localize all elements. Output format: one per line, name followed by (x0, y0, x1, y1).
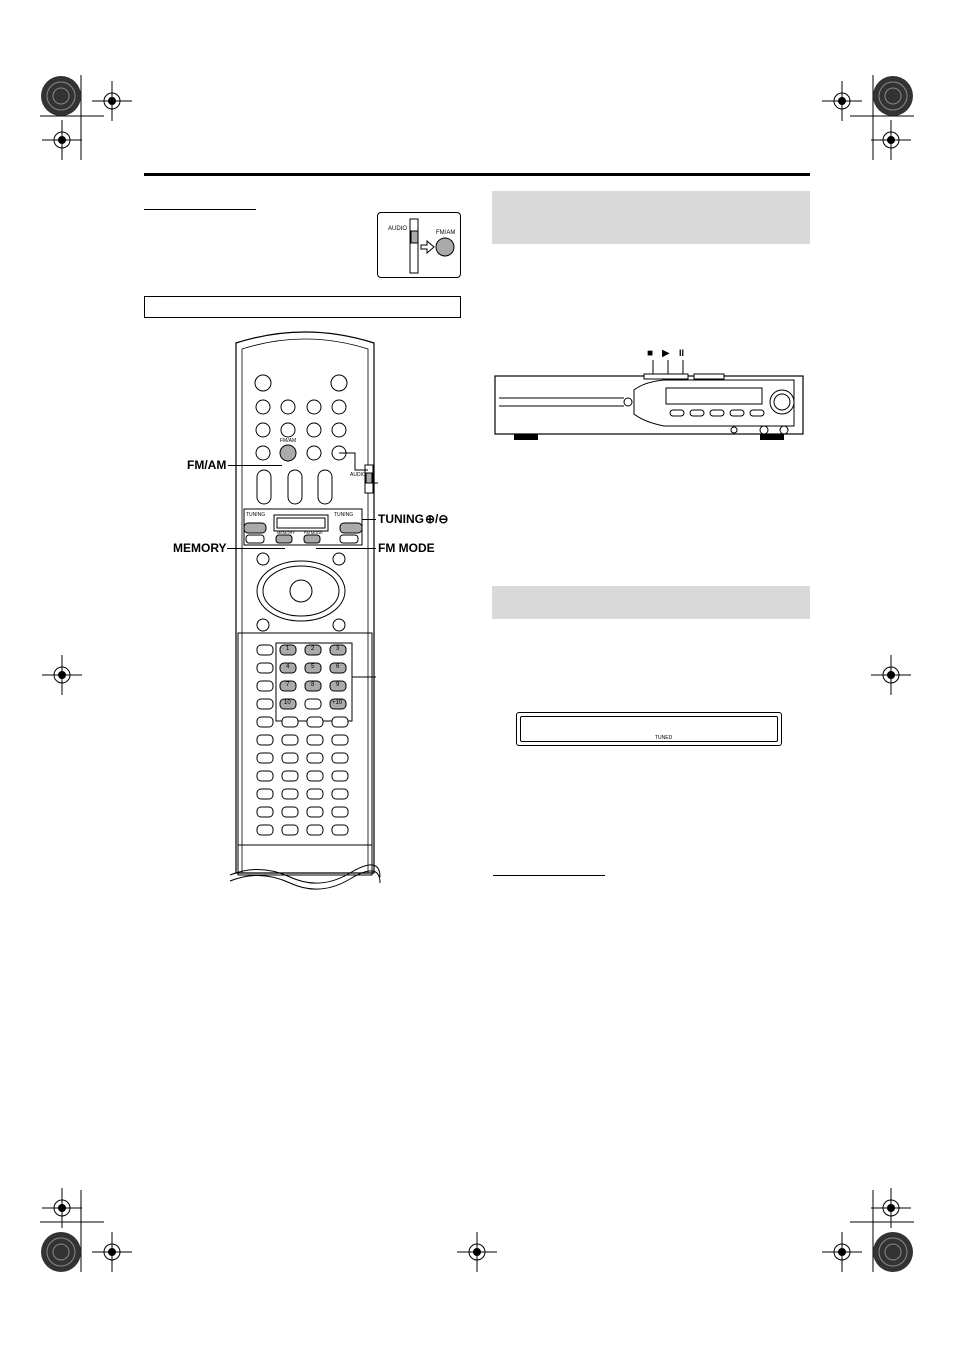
num-key-plus10: +10 (332, 700, 343, 706)
label-fm-mode: FM MODE (378, 541, 435, 555)
left-header-box (144, 296, 461, 318)
inset-audio-label: AUDIO (388, 226, 408, 232)
label-tuning-symbols: ⊕/⊖ (425, 512, 449, 526)
num-key-2: 2 (311, 646, 315, 652)
remote-memory-text: MEMORY (277, 530, 295, 535)
inset-fmam-label: FM/AM (436, 230, 456, 236)
num-key-3: 3 (336, 646, 340, 652)
leader-memory (227, 548, 285, 549)
label-fm-am: FM/AM (187, 458, 227, 472)
remote-audio-text: AUDIO (350, 472, 366, 478)
audio-fmam-inset (377, 212, 461, 278)
right-section-heading-2 (492, 586, 810, 619)
right-note-underline (493, 875, 605, 876)
leader-tuning (362, 519, 376, 520)
label-memory: MEMORY (173, 541, 227, 555)
remote-control (220, 325, 390, 895)
remote-tuning-right-text: TUNING (334, 512, 354, 518)
unit-play-icon: ▶ (662, 348, 670, 359)
left-heading-underline (144, 209, 256, 210)
label-tuning: TUNING (378, 512, 424, 526)
num-key-10: 10 (284, 700, 291, 706)
leader-fm-am (228, 465, 282, 466)
num-key-9: 9 (336, 682, 340, 688)
num-key-4: 4 (286, 664, 290, 670)
remote-body (220, 325, 390, 895)
display-window (516, 712, 782, 746)
header-rule (144, 173, 810, 176)
display-tuned-indicator: TUNED (655, 735, 673, 741)
num-key-6: 6 (336, 664, 340, 670)
right-section-heading-1 (492, 191, 810, 244)
num-key-1: 1 (286, 646, 290, 652)
main-unit-illustration (494, 346, 806, 442)
num-key-5: 5 (311, 664, 315, 670)
remote-fmam-button-text: FM/AM (280, 438, 297, 444)
remote-tuning-left-text: TUNING (246, 512, 266, 518)
display-inner (520, 716, 778, 742)
remote-fmmode-text: FM MODE (304, 530, 323, 535)
unit-stop-icon: ■ (647, 348, 654, 359)
leader-fm-mode (316, 548, 376, 549)
num-key-8: 8 (311, 682, 315, 688)
num-key-7: 7 (286, 682, 290, 688)
unit-pause-icon: II (679, 348, 685, 358)
